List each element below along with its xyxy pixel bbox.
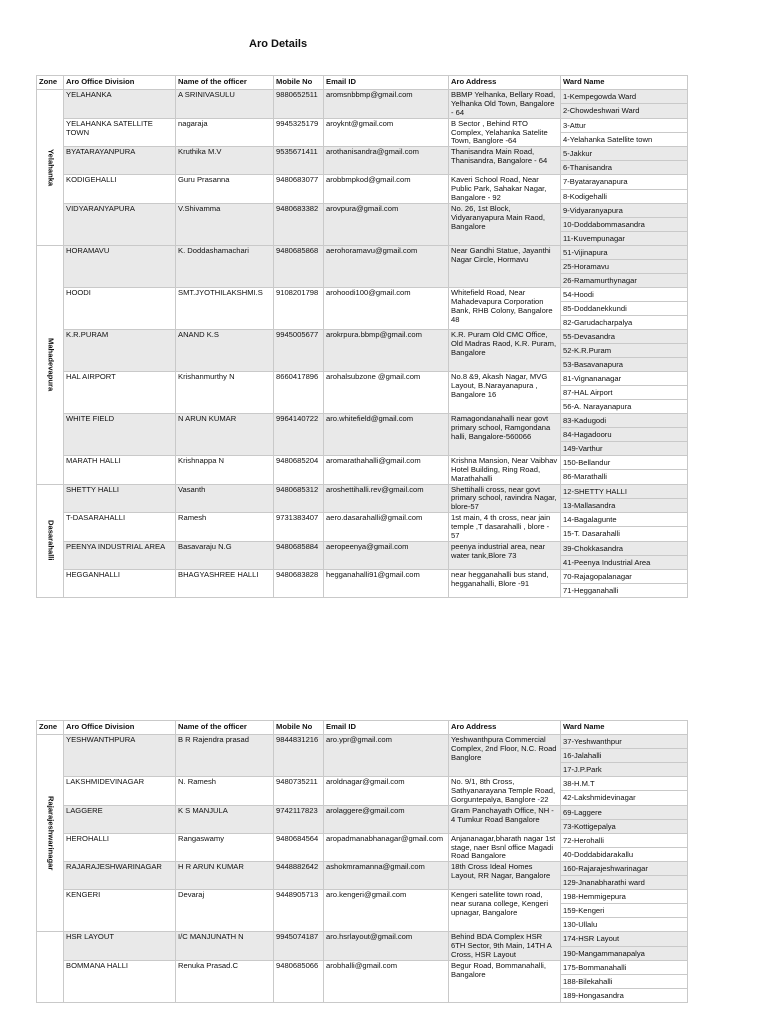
ward-cell: 13-Mallasandra	[561, 498, 688, 512]
mobile-cell: 9480683382	[274, 203, 324, 245]
ward-cell: 7-Byatarayanapura	[561, 175, 688, 189]
table-row	[37, 147, 688, 161]
division-cell: YELAHANKA SATELLITE TOWN	[64, 118, 176, 147]
mobile-cell: 9448905713	[274, 890, 324, 932]
division-cell: VIDYARANYAPURA	[64, 203, 176, 245]
ward-cell: 3-Attur	[561, 118, 688, 132]
mobile-cell: 9742117823	[274, 805, 324, 833]
email-cell: aropadmanabhanagar@gmail.com	[324, 833, 449, 862]
ward-cell: 8-Kodigehalli	[561, 189, 688, 203]
division-cell: BYATARAYANPURA	[64, 147, 176, 175]
division-cell: T-DASARAHALLI	[64, 513, 176, 542]
ward-cell: 150-Bellandur	[561, 455, 688, 469]
ward-cell: 12-SHETTY HALLI	[561, 484, 688, 498]
ward-cell: 11-Kuvempunagar	[561, 231, 688, 245]
division-cell: LAKSHMIDEVINAGAR	[64, 777, 176, 806]
mobile-cell: 8660417896	[274, 371, 324, 413]
ward-cell: 55-Devasandra	[561, 329, 688, 343]
officer-cell: A SRINIVASULU	[176, 90, 274, 119]
mobile-cell: 9480685066	[274, 960, 324, 1002]
division-cell: YELAHANKA	[64, 90, 176, 119]
header-division: Aro Office Division	[64, 76, 176, 90]
division-cell: YESHWANTHPURA	[64, 735, 176, 777]
officer-cell: Rangaswamy	[176, 833, 274, 862]
header-address: Aro Address	[449, 721, 561, 735]
ward-cell: 174-HSR Layout	[561, 932, 688, 946]
table-header-row	[37, 721, 688, 735]
ward-cell: 70-Rajagopalanagar	[561, 569, 688, 583]
aro-table-1	[36, 75, 688, 598]
officer-cell: BHAGYASHREE HALLI	[176, 569, 274, 597]
mobile-cell: 9480685204	[274, 455, 324, 484]
table-row	[37, 833, 688, 847]
address-cell: K.R. Puram Old CMC Office, Old Madras Raod, K.R. Puram, Bangalore	[449, 329, 561, 371]
email-cell: arovpura@gmail.com	[324, 203, 449, 245]
mobile-cell: 9945074187	[274, 932, 324, 961]
officer-cell: K S MANJULA	[176, 805, 274, 833]
table-row	[37, 735, 688, 749]
zone-cell: Rajarajeshwarinagar	[37, 735, 64, 932]
address-cell: Yeshwanthpura Commercial Complex, 2nd Floor, N.C. Road Banglore	[449, 735, 561, 777]
ward-cell: 160-Rajarajeshwarinagar	[561, 862, 688, 876]
mobile-cell: 9480685312	[274, 484, 324, 513]
email-cell: aromarathahalli@gmail.com	[324, 455, 449, 484]
email-cell: arolaggere@gmail.com	[324, 805, 449, 833]
email-cell: aro.kengeri@gmail.com	[324, 890, 449, 932]
officer-cell: N ARUN KUMAR	[176, 413, 274, 455]
mobile-cell: 9535671411	[274, 147, 324, 175]
address-cell: BBMP Yelhanka, Bellary Road, Yelhanka Old Town, Bangalore - 64	[449, 90, 561, 119]
address-cell: Shettihalli cross, near govt primary school, ravindra Nagar, blore-57	[449, 484, 561, 513]
ward-cell: 38-H.M.T	[561, 777, 688, 791]
division-cell: LAGGERE	[64, 805, 176, 833]
ward-cell: 14-Bagalagunte	[561, 513, 688, 527]
email-cell: aromsnbbmp@gmail.com	[324, 90, 449, 119]
ward-cell: 72-Herohalli	[561, 833, 688, 847]
mobile-cell: 9880652511	[274, 90, 324, 119]
officer-cell: B R Rajendra prasad	[176, 735, 274, 777]
email-cell: arobhalli@gmail.com	[324, 960, 449, 1002]
address-cell: B Sector , Behind RTO Complex, Yelahanka Satelite Town, Banglore -64	[449, 118, 561, 147]
ward-cell: 85-Doddanekkundi	[561, 301, 688, 315]
mobile-cell: 9731383407	[274, 513, 324, 542]
mobile-cell: 9480683828	[274, 569, 324, 597]
address-cell: Kaveri School Road, Near Public Park, Sahakar Nagar, Bangalore - 92	[449, 175, 561, 204]
mobile-cell: 9480735211	[274, 777, 324, 806]
division-cell: KENGERI	[64, 890, 176, 932]
address-cell: Behind BDA Complex HSR 6TH Sector, 9th Main, 14TH A Cross, HSR Layout	[449, 932, 561, 961]
ward-cell: 149-Varthur	[561, 441, 688, 455]
email-cell: hegganahalli91@gmail.com	[324, 569, 449, 597]
address-cell: No. 26, 1st Block, Vidyaranyapura Main Raod, Bangalore	[449, 203, 561, 245]
table-row	[37, 541, 688, 555]
officer-cell: Vasanth	[176, 484, 274, 513]
division-cell: MARATH HALLI	[64, 455, 176, 484]
table-row	[37, 203, 688, 217]
ward-cell: 190-Mangammanapalya	[561, 946, 688, 960]
address-cell: No. 9/1, 8th Cross, Sathyanarayana Temple Road, Gorguntepalya, Banglore -22	[449, 777, 561, 806]
address-cell: 18th Cross Ideal Homes Layout, RR Nagar, Bangalore	[449, 862, 561, 890]
mobile-cell: 9480684564	[274, 833, 324, 862]
ward-cell: 26-Ramamurthynagar	[561, 273, 688, 287]
header-officer: Name of the officer	[176, 721, 274, 735]
table-row	[37, 90, 688, 104]
mobile-cell: 9964140722	[274, 413, 324, 455]
officer-cell: I/C MANJUNATH N	[176, 932, 274, 961]
table-row	[37, 245, 688, 259]
email-cell: aroldnagar@gmail.com	[324, 777, 449, 806]
zone-cell: Dasarahalli	[37, 484, 64, 597]
ward-cell: 81-Vignananagar	[561, 371, 688, 385]
division-cell: K.R.PURAM	[64, 329, 176, 371]
division-cell: PEENYA INDUSTRIAL AREA	[64, 541, 176, 569]
officer-cell: H R ARUN KUMAR	[176, 862, 274, 890]
ward-cell: 5-Jakkur	[561, 147, 688, 161]
email-cell: ashokmramanna@gmail.com	[324, 862, 449, 890]
header-address: Aro Address	[449, 76, 561, 90]
table-row	[37, 371, 688, 385]
officer-cell: K. Doddashamachari	[176, 245, 274, 287]
email-cell: aro.hsrlayout@gmail.com	[324, 932, 449, 961]
table-body	[37, 735, 688, 1003]
officer-cell: SMT.JYOTHILAKSHMI.S	[176, 287, 274, 329]
header-mobile: Mobile No	[274, 721, 324, 735]
email-cell: aroyknt@gmail.com	[324, 118, 449, 147]
ward-cell: 37-Yeshwanthpur	[561, 735, 688, 749]
email-cell: arothanisandra@gmail.com	[324, 147, 449, 175]
email-cell: aro.ypr@gmail.com	[324, 735, 449, 777]
address-cell: Whitefield Road, Near Mahadevapura Corporation Bank, RHB Colony, Bangalore 48	[449, 287, 561, 329]
ward-cell: 51-Vijinapura	[561, 245, 688, 259]
ward-cell: 69-Laggere	[561, 805, 688, 819]
mobile-cell: 9480685868	[274, 245, 324, 287]
mobile-cell: 9448882642	[274, 862, 324, 890]
officer-cell: ANAND K.S	[176, 329, 274, 371]
ward-cell: 1-Kempegowda Ward	[561, 90, 688, 104]
ward-cell: 4-Yelahanka Satellite town	[561, 132, 688, 146]
header-division: Aro Office Division	[64, 721, 176, 735]
officer-cell: Kruthika M.V	[176, 147, 274, 175]
ward-cell: 41-Peenya Industrial Area	[561, 555, 688, 569]
division-cell: HORAMAVU	[64, 245, 176, 287]
address-cell: peenya industrial area, near water tank,Blore 73	[449, 541, 561, 569]
header-officer: Name of the officer	[176, 76, 274, 90]
division-cell: WHITE FIELD	[64, 413, 176, 455]
zone-cell: Yelahanka	[37, 90, 64, 246]
address-cell: Ramagondanahalli near govt primary school, Ramgondana halli, Bangalore-560066	[449, 413, 561, 455]
header-zone: Zone	[37, 76, 64, 90]
address-cell: Kengeri satellite town road, near surana college, Kengeri upnagar, Bangalore	[449, 890, 561, 932]
table-body	[37, 90, 688, 598]
ward-cell: 42-Lakshmidevinagar	[561, 791, 688, 805]
table-row	[37, 805, 688, 819]
officer-cell: V.Shivamma	[176, 203, 274, 245]
ward-cell: 39-Chokkasandra	[561, 541, 688, 555]
address-cell: Begur Road, Bommanahalli, Bangalore	[449, 960, 561, 1002]
table-row	[37, 932, 688, 946]
ward-cell: 175-Bommanahalli	[561, 960, 688, 974]
header-ward: Ward Name	[561, 721, 688, 735]
email-cell: arokrpura.bbmp@gmail.com	[324, 329, 449, 371]
ward-cell: 15-T. Dasarahalli	[561, 527, 688, 541]
ward-cell: 129-Jnanabharathi ward	[561, 876, 688, 890]
division-cell: SHETTY HALLI	[64, 484, 176, 513]
ward-cell: 87-HAL Airport	[561, 385, 688, 399]
email-cell: aro.whitefield@gmail.com	[324, 413, 449, 455]
ward-cell: 10-Doddabommasandra	[561, 217, 688, 231]
table-header-row	[37, 76, 688, 90]
email-cell: arohalsubzone @gmail.com	[324, 371, 449, 413]
aro-table-2	[36, 720, 688, 1003]
address-cell: 1st main, 4 th cross, near jain temple ,T dasarahalli , blore - 57	[449, 513, 561, 542]
officer-cell: Ramesh	[176, 513, 274, 542]
address-cell: near hegganahalli bus stand, hegganahalli, Blore -91	[449, 569, 561, 597]
ward-cell: 159-Kengeri	[561, 904, 688, 918]
division-cell: HEROHALLI	[64, 833, 176, 862]
table-row	[37, 862, 688, 876]
mobile-cell: 9945325179	[274, 118, 324, 147]
table-row	[37, 287, 688, 301]
officer-cell: Krishnappa N	[176, 455, 274, 484]
address-cell: Near Gandhi Statue, Jayanthi Nagar Circle, Hormavu	[449, 245, 561, 287]
ward-cell: 82-Garudacharpalya	[561, 315, 688, 329]
address-cell: No.8 &9, Akash Nagar, MVG Layout, B.Narayanapura , Bangalore 16	[449, 371, 561, 413]
ward-cell: 53-Basavanapura	[561, 357, 688, 371]
ward-cell: 40-Doddabidarakallu	[561, 847, 688, 861]
address-cell: Gram Panchayath Office, NH - 4 Tumkur Road Bangalore	[449, 805, 561, 833]
ward-cell: 6-Thanisandra	[561, 161, 688, 175]
email-cell: aeropeenya@gmail.com	[324, 541, 449, 569]
division-cell: BOMMANA HALLI	[64, 960, 176, 1002]
header-ward: Ward Name	[561, 76, 688, 90]
division-cell: HEGGANHALLI	[64, 569, 176, 597]
officer-cell: Basavaraju N.G	[176, 541, 274, 569]
document-title: Aro Details	[249, 38, 308, 50]
ward-cell: 84-Hagadooru	[561, 427, 688, 441]
mobile-cell: 9480685884	[274, 541, 324, 569]
header-email: Email ID	[324, 76, 449, 90]
ward-cell: 56-A. Narayanapura	[561, 399, 688, 413]
ward-cell: 9-Vidyaranyapura	[561, 203, 688, 217]
table-row	[37, 484, 688, 498]
ward-cell: 17-J.P.Park	[561, 763, 688, 777]
officer-cell: Krishanmurthy N	[176, 371, 274, 413]
table-row	[37, 960, 688, 974]
ward-cell: 54-Hoodi	[561, 287, 688, 301]
officer-cell: nagaraja	[176, 118, 274, 147]
email-cell: aero.dasarahalli@gmail.com	[324, 513, 449, 542]
header-email: Email ID	[324, 721, 449, 735]
ward-cell: 73-Kottigepalya	[561, 819, 688, 833]
ward-cell: 189-Hongasandra	[561, 988, 688, 1002]
header-zone: Zone	[37, 721, 64, 735]
mobile-cell: 9844831216	[274, 735, 324, 777]
table-row	[37, 118, 688, 132]
table-row	[37, 890, 688, 904]
address-cell: Thanisandra Main Road, Thanisandra, Bangalore - 64	[449, 147, 561, 175]
ward-cell: 86-Marathalli	[561, 470, 688, 484]
ward-cell: 71-Hegganahalli	[561, 583, 688, 597]
division-cell: RAJARAJESHWARINAGAR	[64, 862, 176, 890]
ward-cell: 2-Chowdeshwari Ward	[561, 104, 688, 118]
email-cell: arobbmpkod@gmail.com	[324, 175, 449, 204]
zone-cell: Mahadevapura	[37, 245, 64, 484]
address-cell: Krishna Mansion, Near Vaibhav Hotel Building, Ring Road, Marathahalli	[449, 455, 561, 484]
officer-cell: Guru Prasanna	[176, 175, 274, 204]
table-row	[37, 329, 688, 343]
ward-cell: 52-K.R.Puram	[561, 343, 688, 357]
email-cell: arohoodi100@gmail.com	[324, 287, 449, 329]
table-row	[37, 455, 688, 469]
division-cell: HAL AIRPORT	[64, 371, 176, 413]
table-row	[37, 413, 688, 427]
division-cell: HSR LAYOUT	[64, 932, 176, 961]
email-cell: aroshettihalli.rev@gmail.com	[324, 484, 449, 513]
ward-cell: 198-Hemmigepura	[561, 890, 688, 904]
email-cell: aerohoramavu@gmail.com	[324, 245, 449, 287]
zone-cell	[37, 932, 64, 1003]
ward-cell: 130-Ullalu	[561, 918, 688, 932]
address-cell: Anjananagar,bharath nagar 1st stage, naer Bsnl office Magadi Road Bangalore	[449, 833, 561, 862]
mobile-cell: 9945005677	[274, 329, 324, 371]
mobile-cell: 9480683077	[274, 175, 324, 204]
table-row	[37, 777, 688, 791]
mobile-cell: 9108201798	[274, 287, 324, 329]
ward-cell: 83-Kadugodi	[561, 413, 688, 427]
ward-cell: 188-Bilekahalli	[561, 974, 688, 988]
officer-cell: Devaraj	[176, 890, 274, 932]
header-mobile: Mobile No	[274, 76, 324, 90]
ward-cell: 25-Horamavu	[561, 259, 688, 273]
table-row	[37, 513, 688, 527]
table-row	[37, 175, 688, 189]
officer-cell: Renuka Prasad.C	[176, 960, 274, 1002]
ward-cell: 16-Jalahalli	[561, 749, 688, 763]
division-cell: KODIGEHALLI	[64, 175, 176, 204]
officer-cell: N. Ramesh	[176, 777, 274, 806]
division-cell: HOODI	[64, 287, 176, 329]
table-row	[37, 569, 688, 583]
